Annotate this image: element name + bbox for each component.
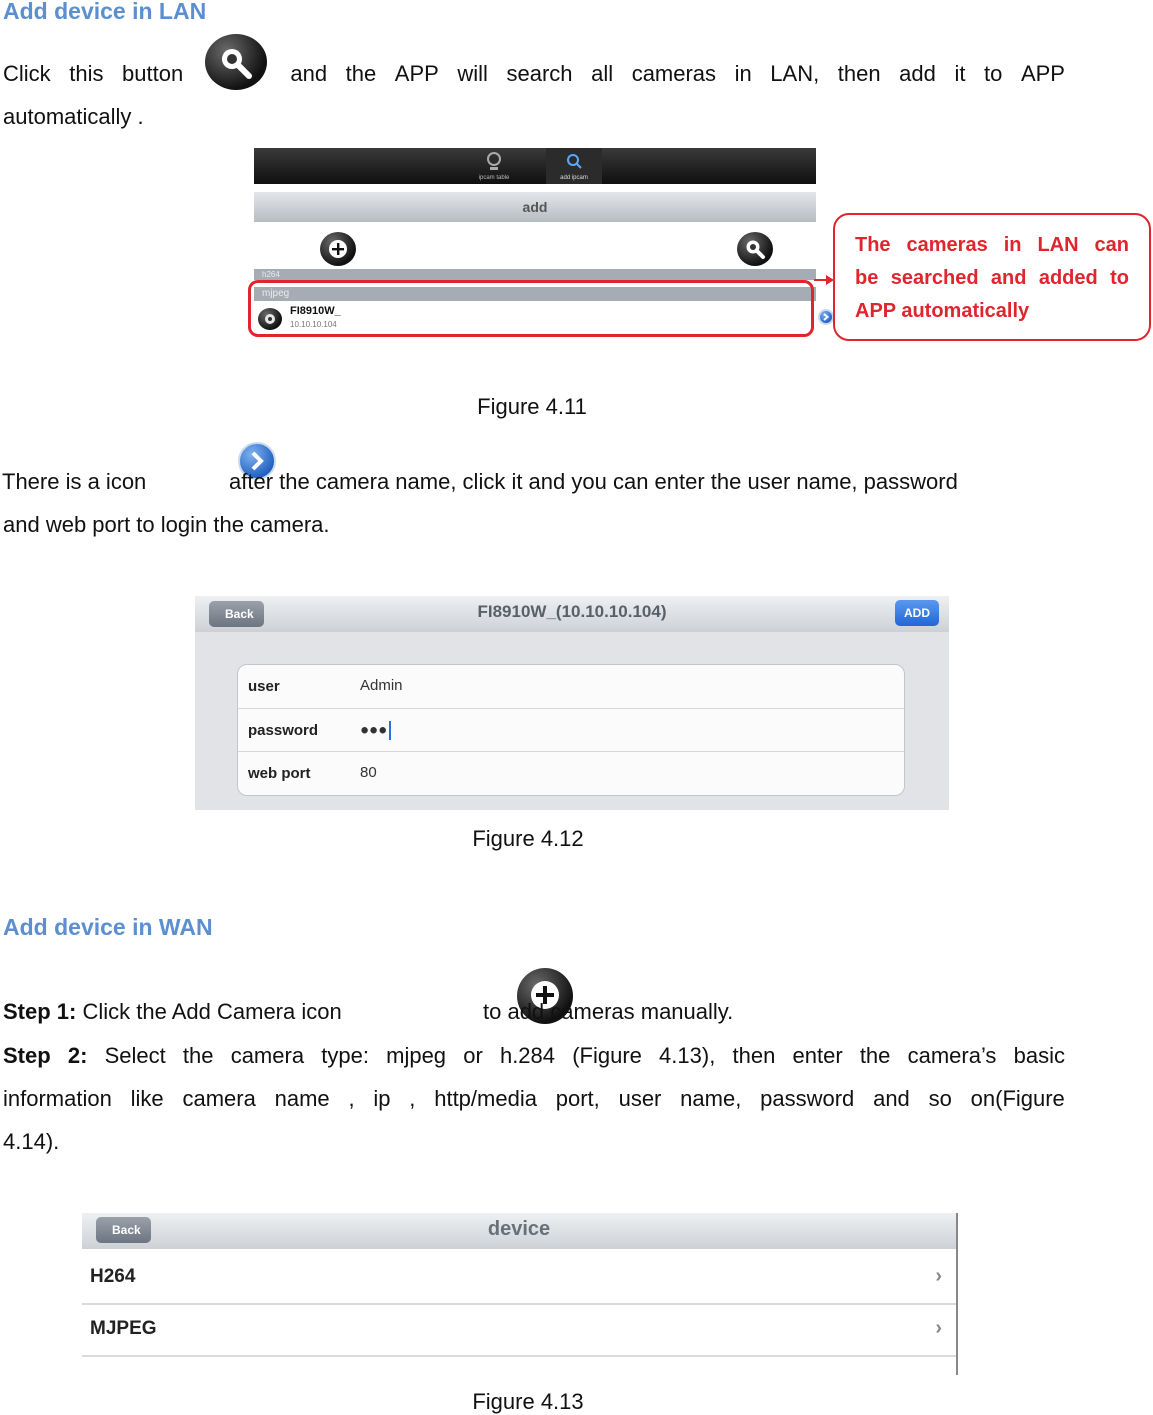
word: camera [182, 1086, 256, 1111]
device-ip: 10.10.10.104 [290, 320, 337, 329]
highlight-box [248, 280, 814, 337]
chevron-paragraph-end: after the camera name, click it and you can enter the user name, password [229, 469, 958, 494]
figure-caption-4-11: Figure 4.11 [477, 394, 587, 419]
password-row[interactable] [238, 708, 904, 752]
figure-4-12-screenshot [195, 596, 949, 810]
chevron-paragraph-start: There is a icon [2, 469, 147, 494]
word: the [345, 61, 377, 86]
step2-line2 [3, 1077, 1065, 1120]
password-label: password [248, 722, 319, 739]
device-type-label: H264 [90, 1266, 136, 1287]
text-cursor [389, 721, 391, 740]
section-heading-wan: Add device in WAN [3, 914, 213, 940]
tab-ipcam-table[interactable] [466, 148, 522, 184]
web-port-field[interactable]: 80 [360, 764, 377, 781]
user-row[interactable] [238, 665, 904, 708]
tab-ipcam-table-label: ipcam table [478, 175, 510, 181]
password-field[interactable]: ●●● [360, 721, 388, 739]
word: , [409, 1086, 416, 1111]
word: search [506, 61, 573, 86]
word: to [1110, 267, 1129, 289]
word: name, [680, 1086, 742, 1111]
word: The [855, 234, 891, 256]
callout-note [833, 213, 1151, 341]
step2-line1 [3, 1034, 1065, 1077]
figure-caption-4-13: Figure 4.13 [472, 1389, 584, 1414]
word: LAN [1037, 234, 1079, 256]
word: this [69, 61, 104, 86]
search-icon [564, 151, 584, 173]
word: Click [3, 61, 51, 86]
word: port, [555, 1086, 600, 1111]
device-type-label: MJPEG [90, 1318, 157, 1339]
word: APP [394, 61, 439, 86]
back-button[interactable]: Back [209, 601, 264, 627]
word: information [3, 1086, 112, 1111]
section-heading-lan: Add device in LAN [3, 0, 207, 24]
tab-bar [254, 148, 816, 184]
lan-paragraph [3, 52, 1065, 95]
word: ip [373, 1086, 391, 1111]
chevron-right-icon: › [935, 1317, 942, 1339]
word: it [954, 61, 966, 86]
lan-paragraph-line1 [3, 52, 1065, 95]
word: to [984, 61, 1003, 86]
callout-line-2 [855, 262, 1129, 295]
tab-add-ipcam[interactable] [546, 148, 602, 184]
word: can [1094, 234, 1129, 256]
login-form [237, 664, 905, 796]
step1-after: to add cameras manually. [483, 999, 734, 1024]
tab-add-ipcam-label: add ipcam [560, 175, 588, 181]
user-label: user [248, 678, 280, 695]
figure-4-13-screenshot [82, 1213, 958, 1375]
web-port-row[interactable] [238, 751, 904, 795]
word: searched [890, 267, 979, 289]
word: password [760, 1086, 855, 1111]
word: and [873, 1086, 910, 1111]
step2-text: Select the camera type: mjpeg or h.284 (Figure 4.13), then enter the camera’s basic [104, 1043, 1065, 1068]
word: in [1003, 234, 1022, 256]
word: , [348, 1086, 355, 1111]
word: and [990, 267, 1027, 289]
camera-icon [484, 151, 504, 173]
callout-line-1 [855, 229, 1129, 262]
word: LAN, [770, 61, 820, 86]
section-mjpeg: mjpeg [254, 287, 816, 301]
word: user [618, 1086, 662, 1111]
step1-before: Click the Add Camera icon [82, 999, 342, 1024]
search-icon[interactable] [737, 232, 773, 266]
section-h264: h264 [254, 269, 816, 280]
nav-title: device [487, 1218, 551, 1240]
step2-line3: 4.14). [3, 1129, 60, 1154]
back-button[interactable]: Back [96, 1217, 151, 1243]
figure-caption-4-12: Figure 4.12 [472, 826, 584, 851]
word: will [457, 61, 488, 86]
add-header-bar: add [254, 192, 816, 222]
word: add [899, 61, 936, 86]
chevron-right-icon: › [935, 1265, 942, 1287]
word: all [591, 61, 614, 86]
word: cameras [906, 234, 988, 256]
device-type-row-mjpeg[interactable] [82, 1305, 956, 1357]
word: cameras [631, 61, 717, 86]
step1-text [3, 990, 342, 1033]
device-type-row-h264[interactable] [82, 1253, 956, 1305]
word: then [837, 61, 881, 86]
word: be [855, 267, 879, 289]
nav-bar [82, 1213, 956, 1249]
word: on(Figure [970, 1086, 1065, 1111]
word: APP [1020, 61, 1065, 86]
user-field[interactable]: Admin [360, 677, 403, 694]
word: like [130, 1086, 164, 1111]
search-icon [205, 34, 267, 90]
web-port-label: web port [248, 765, 311, 782]
word: in [734, 61, 752, 86]
word: added [1038, 267, 1098, 289]
word: button [122, 61, 184, 86]
device-name: FI8910W_ [290, 305, 341, 317]
password-field-wrap[interactable] [360, 721, 391, 740]
step2-line2-row [3, 1077, 1065, 1120]
word: name [274, 1086, 330, 1111]
add-circle-icon[interactable] [320, 232, 356, 266]
nav-bar [195, 596, 949, 632]
add-button[interactable]: ADD [895, 600, 939, 626]
nav-title: FI8910W_(10.10.10.104) [477, 602, 667, 621]
lan-paragraph-line2: automatically . [3, 104, 144, 129]
chevron-paragraph-line2: and web port to login the camera. [3, 512, 330, 537]
step2-label: Step 2: [3, 1043, 88, 1068]
step1-label: Step 1: [3, 999, 77, 1024]
word: so [928, 1086, 952, 1111]
word: and [290, 61, 328, 86]
word: http/media [434, 1086, 537, 1111]
callout-line-3: APP automatically [855, 300, 1030, 322]
